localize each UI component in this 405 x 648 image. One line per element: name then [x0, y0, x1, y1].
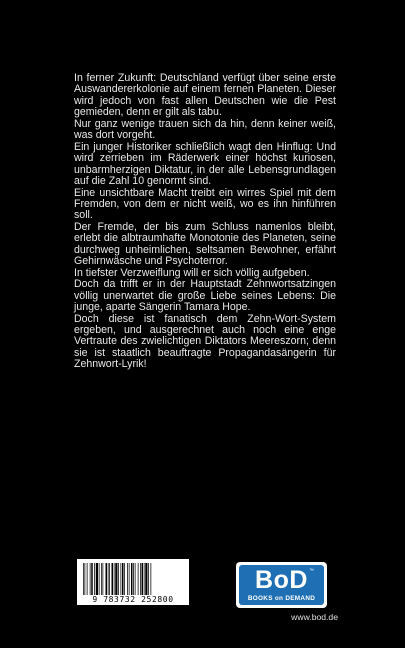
barcode-bar [129, 563, 130, 595]
barcode-bar [144, 563, 145, 595]
barcode-bar [121, 563, 122, 595]
barcode-bar [127, 563, 128, 595]
blurb-paragraph: Doch da trifft er in der Hauptstadt Zehnwortsatzingen völlig unerwartet die große Liebe seines Lebens: Die junge, aparte Sängerin Tamara Hope. [74, 278, 336, 314]
barcode-bar [148, 563, 149, 595]
blurb-paragraph: Doch diese ist fanatisch dem Zehn-Wort-System ergeben, und ausgerechnet auch noch eine enge Vertraute des zwielichtigen Diktators Meereszorn; denn sie ist staatlich beauftragte Propagandasängerin für Zehnwort-Lyrik! [74, 312, 336, 371]
barcode-bar [133, 563, 134, 595]
barcode-bar [140, 563, 141, 595]
barcode-bar [87, 563, 88, 595]
barcode-bar [145, 563, 147, 595]
barcode-bar [135, 563, 136, 595]
blurb-paragraph: Der Fremde, der bis zum Schluss namenlos bleibt, erlebt die albtraumhafte Monotonie des Planeten, seine durchweg unheimlichen, seltsamen Bewohner, erfährt Gehirnwäsche und Psychoterror. [74, 220, 336, 268]
barcode-bar [108, 563, 109, 595]
bod-logo-mark: BoD [255, 566, 308, 594]
blurb-paragraph: Eine unsichtbare Macht treibt ein wirres Spiel mit dem Fremden, von dem er nicht weiß, wo es ihn hinführen soll. [74, 186, 336, 222]
barcode-bar [83, 563, 84, 595]
barcode-bar [138, 563, 139, 595]
blurb-paragraph: In tiefster Verzweiflung will er sich völlig aufgeben. [74, 266, 310, 279]
barcode-bar [109, 563, 110, 595]
barcode-bar [94, 563, 95, 595]
barcode-bar [114, 563, 115, 595]
barcode-bar [142, 563, 144, 595]
bod-logo-tagline: BOOKS on DEMAND [247, 595, 316, 602]
barcode-bar [91, 563, 93, 595]
barcode-bar [90, 563, 91, 595]
barcode-bar [103, 563, 104, 595]
barcode-bar [96, 563, 98, 595]
barcode-bar [124, 563, 125, 595]
barcode-bar [131, 563, 133, 595]
barcode-bar [106, 563, 108, 595]
blurb-text [74, 73, 336, 371]
bod-logo-trademark: ™ [309, 568, 314, 574]
barcode-bars [83, 563, 183, 595]
barcode-bar [99, 563, 100, 595]
barcode-bar [85, 563, 86, 595]
barcode-bar [101, 563, 102, 595]
publisher-url[interactable]: www.bod.de [291, 612, 338, 622]
barcode-bar [112, 563, 114, 595]
bod-logo [236, 562, 327, 608]
bod-logo-panel [239, 565, 324, 605]
barcode-bar [151, 563, 152, 595]
blurb-paragraph: In ferner Zukunft: Deutschland verfügt über seine erste Auswandererkolonie auf einem fernen Planeten. Dieser wird jedoch von fast allen Deutschen wie die Pest gemieden, denn er gilt als tabu. [74, 72, 336, 119]
barcode-digits: 9 783732 252800 [92, 595, 174, 604]
barcode-bar [115, 563, 117, 595]
barcode-bar [122, 563, 124, 595]
blurb-paragraph: Nur ganz wenige trauen sich da hin, denn keiner weiß, was dort vorgeht. [74, 117, 336, 142]
barcode-bar [118, 563, 119, 595]
blurb-paragraph: Ein junger Historiker schließlich wagt den Hinflug: Und wird zerrieben im Räderwerk einer höchst kuriosen, unbarmherzigen Diktatur, in der alle Lebensgrundlagen auf die Zahl 10 genormt sind. [74, 140, 336, 188]
isbn-barcode [77, 559, 189, 605]
